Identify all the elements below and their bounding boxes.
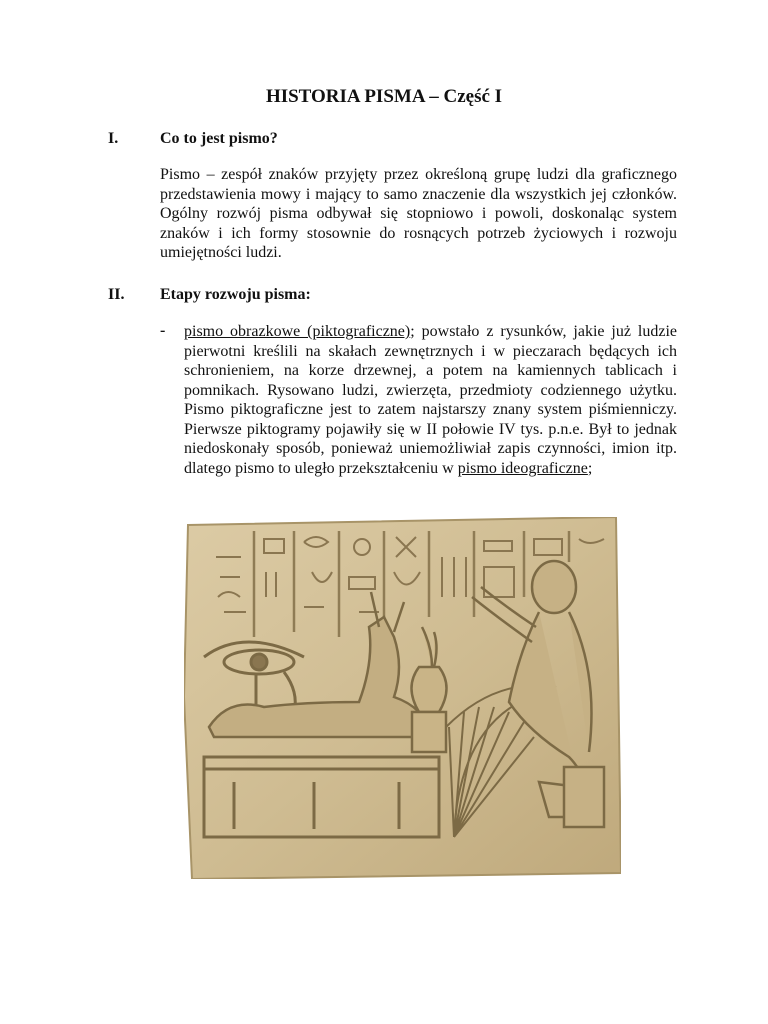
page-title: HISTORIA PISMA – Część I [265, 86, 503, 107]
section-1-paragraph: Pismo – zespół znaków przyjęty przez określoną grupę ludzi dla graficznego przedstawienia mowy i mający to samo znaczenie dla wszystkich jej członków. Ogólny rozwój pisma odbywał się stopniowo i powoli, doskonaląc system znaków i ich formy stosownie do rosnących potrzeb życiowych i rozwoju umiejętności ludzi. [160, 166, 677, 261]
bullet-dash: - [160, 322, 166, 339]
section-2-number: II. [108, 286, 125, 303]
term-pismo-ideograficzne: pismo ideograficzne [457, 459, 588, 477]
section-1-number: I. [108, 130, 119, 147]
section-1-heading: Co to jest pismo? [160, 130, 278, 147]
bullet-pismo-obrazkowe [184, 322, 677, 478]
egyptian-relief-image [184, 517, 621, 879]
bullet-body: ; powstało z rysunków, jakie już ludzie pierwotni kreślili na skałach zewnętrznych i w pieczarach będących ich schronieniem, na korze drzewnej, a potem na kamiennych tablicach i pomnikach. Rysowano ludzi, zwierzęta, przedmioty codziennego użytku. Pismo piktograficzne jest to zatem najstarszy znany system piśmienniczy. Pierwsze piktogramy pojawiły się w II połowie IV tys. p.n.e. Był to jednak niedoskonały sposób, ponieważ uniemożliwiał zapis czynności, imion itp. dlatego pismo to uległo przekształceniu w [184, 323, 678, 477]
section-2-heading: Etapy rozwoju pisma: [160, 286, 311, 303]
bullet-end: ; [587, 459, 593, 477]
term-pismo-obrazkowe: pismo obrazkowe (piktograficzne) [184, 323, 411, 340]
